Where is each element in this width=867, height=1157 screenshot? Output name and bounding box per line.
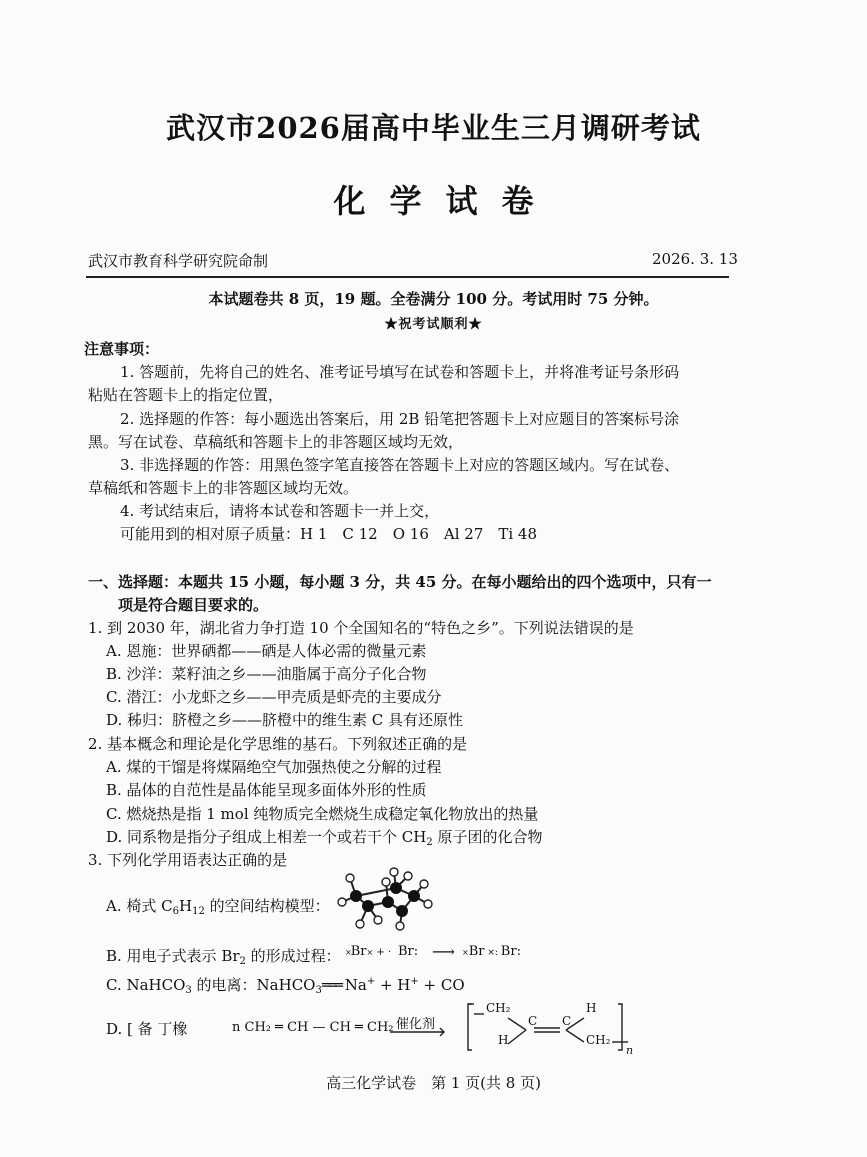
ch2-bottom-label: CH₂ <box>586 1033 611 1047</box>
question-3-stem: 3. 下列化学用语表达正确的是 <box>88 851 288 869</box>
exam-date: 2026. 3. 13 <box>652 250 738 268</box>
notice-item-3: 3. 非选择题的作答：用黑色签字笔直接答在答题卡上对应的答题区域内。写在试卷、 <box>120 456 680 474</box>
exam-info: 本试题卷共 8 页，19 题。全卷满分 100 分。考试用时 75 分钟。 <box>208 290 659 308</box>
butadiene-monomer: n CH₂ ═ CH — CH ═ CH₂ <box>232 1020 394 1035</box>
carbon-2-label: C <box>562 1014 572 1028</box>
notice-item-4: 4. 考试结束后，请将本试卷和答题卡一并上交， <box>120 502 440 520</box>
question-1-option-a: A. 恩施：世界硒都——硒是人体必需的微量元素 <box>106 642 427 660</box>
atomic-masses: 可能用到的相对原子质量：H 1 C 12 O 16 Al 27 Ti 48 <box>120 525 538 543</box>
question-1-option-b: B. 沙洋：菜籽油之乡——油脂属于高分子化合物 <box>106 665 427 683</box>
question-3-option-a: A. 椅式 $C_6H_{12}$ 的空间结构模型： <box>106 897 330 917</box>
notice-item-2: 2. 选择题的作答：每小题选出答案后，用 2B 铅笔把答题卡上对应题目的答案标号涂 <box>120 410 680 428</box>
catalyst-label: 催化剂 <box>396 1017 436 1032</box>
question-1-option-d: D. 秭归：脐橙之乡——脐橙中的维生素 C 具有还原性 <box>106 711 464 729</box>
question-2-option-d: D. 同系物是指分子组成上相差一个或若干个 $CH_2$ 原子团的化合物 <box>106 828 543 848</box>
section-heading: 一、选择题：本题共 15 小题，每小题 3 分，共 45 分。在每小题给出的四个选项中，只有一 <box>88 573 712 591</box>
br-atom-left: ×Br× + · <box>345 944 392 959</box>
notice-item-3-cont: 草稿纸和答题卡上的非答题区域均无效。 <box>88 479 359 497</box>
header-rule <box>86 276 729 278</box>
question-1-option-c: C. 潜江：小龙虾之乡——甲壳质是虾壳的主要成分 <box>106 688 442 706</box>
question-3-option-c: C. NaHCO$_3$ 的电离：NaHCO$_3$═══ Na+ + H+ + CO <box>106 976 465 996</box>
question-2-option-c: C. 燃烧热是指 1 mol 纯物质完全燃烧生成稳定氧化物放出的热量 <box>106 805 539 823</box>
carbon-1-label: C <box>528 1014 538 1028</box>
h-top-label: H <box>586 1001 597 1015</box>
notice-heading: 注意事项： <box>84 340 160 358</box>
section-heading-cont: 项是符合题目要求的。 <box>118 596 269 614</box>
question-2-stem: 2. 基本概念和理论是化学思维的基石。下列叙述正确的是 <box>88 735 468 753</box>
question-3-option-b: B. 用电子式表示 $Br_2$ 的形成过程： <box>106 947 341 967</box>
br2-molecule: ×Br ×: Br: <box>462 944 521 959</box>
exam-subtitle: 化学试卷 <box>333 182 558 220</box>
h-bottom-label: H <box>498 1033 509 1047</box>
notice-item-1: 1. 答题前，先将自己的姓名、准考证号填写在试卷和答题卡上，并将准考证号条形码 <box>120 363 680 381</box>
ch2-top-label: CH₂ <box>486 1001 511 1015</box>
repeat-count-n: n <box>626 1044 634 1057</box>
question-2-option-b: B. 晶体的自范性是晶体能呈现多面体外形的性质 <box>106 781 427 799</box>
good-luck-line: ★祝考试顺利★ <box>384 317 483 332</box>
page-footer: 高三化学试卷 第 1 页(共 8 页) <box>326 1074 541 1092</box>
reaction-arrow-icon: ⟶ <box>432 942 455 961</box>
notice-item-2-cont: 黑。写在试卷、草稿纸和答题卡上的非答题区域均无效， <box>88 433 464 451</box>
question-1-stem: 1. 到 2030 年，湖北省力争打造 10 个全国知名的“特色之乡”。下列说法错误的是 <box>88 619 634 637</box>
question-2-option-a: A. 煤的干馏是将煤隔绝空气加强热使之分解的过程 <box>106 758 442 776</box>
issuing-org: 武汉市教育科学研究院命制 <box>88 252 269 270</box>
question-3-option-d: D. [ 备 丁橡 <box>106 1020 188 1038</box>
exam-title: 武汉市2026届高中毕业生三月调研考试 <box>166 111 701 145</box>
chair-cyclohexane-model <box>330 866 440 932</box>
polymerization-diagram <box>388 1000 648 1060</box>
br-atom-right: Br: <box>398 944 419 959</box>
notice-item-1-cont: 粘贴在答题卡上的指定位置， <box>88 386 284 404</box>
